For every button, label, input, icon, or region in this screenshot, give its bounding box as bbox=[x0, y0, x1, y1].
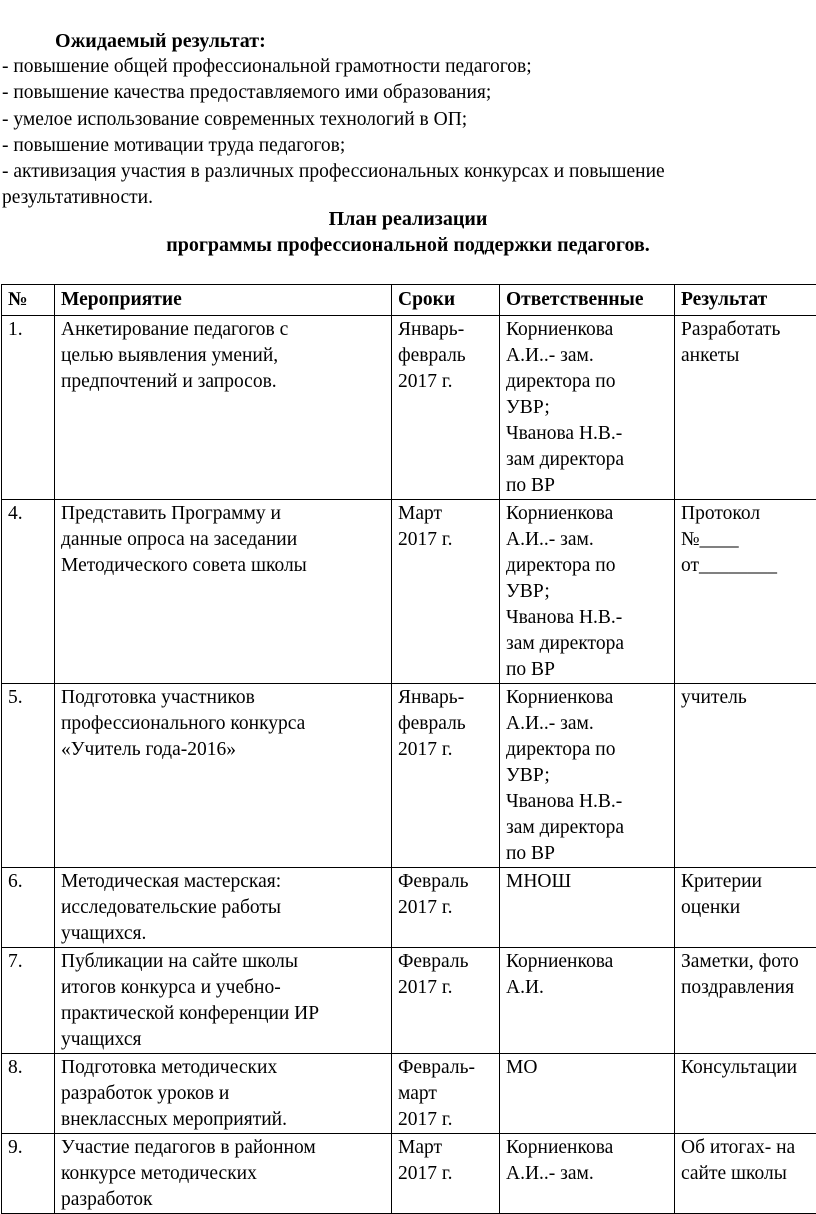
cell-line: февраль bbox=[398, 343, 495, 369]
cell-line: Методическая мастерская: bbox=[61, 869, 387, 895]
cell-number: 7. bbox=[2, 948, 55, 1054]
cell-line: разработок уроков и bbox=[61, 1081, 387, 1107]
expected-result-list bbox=[2, 54, 802, 212]
cell-line: разработок bbox=[61, 1187, 387, 1213]
cell-line: учащихся. bbox=[61, 921, 387, 947]
cell-line: Чванова Н.В.- bbox=[506, 789, 670, 815]
cell-line: по ВР bbox=[506, 473, 670, 499]
cell-line: 2017 г. bbox=[398, 975, 495, 1001]
cell-responsible bbox=[500, 684, 675, 868]
cell-line: А.И. bbox=[506, 975, 670, 1001]
cell-line: Протокол bbox=[681, 501, 816, 527]
cell-dates bbox=[392, 684, 500, 868]
cell-line: внеклассных мероприятий. bbox=[61, 1107, 387, 1133]
cell-number: 5. bbox=[2, 684, 55, 868]
cell-line: Консультации bbox=[681, 1055, 816, 1081]
cell-number: 9. bbox=[2, 1134, 55, 1214]
cell-result bbox=[675, 948, 816, 1054]
cell-line: УВР; bbox=[506, 395, 670, 421]
cell-line: 2017 г. bbox=[398, 1161, 495, 1187]
cell-line: Об итогах- на bbox=[681, 1135, 816, 1161]
cell-result bbox=[675, 868, 816, 948]
cell-line: А.И..- зам. bbox=[506, 1161, 670, 1187]
plan-title bbox=[0, 206, 816, 258]
cell-line: 2017 г. bbox=[398, 737, 495, 763]
column-header-result: Результат bbox=[675, 285, 816, 316]
cell-line: Чванова Н.В.- bbox=[506, 605, 670, 631]
cell-line: №____ bbox=[681, 527, 816, 553]
cell-line: от________ bbox=[681, 553, 816, 579]
cell-event bbox=[55, 868, 392, 948]
table-row bbox=[2, 500, 816, 684]
cell-number: 6. bbox=[2, 868, 55, 948]
cell-line: Чванова Н.В.- bbox=[506, 421, 670, 447]
cell-responsible bbox=[500, 868, 675, 948]
cell-dates bbox=[392, 868, 500, 948]
cell-line: Заметки, фото bbox=[681, 949, 816, 975]
cell-dates bbox=[392, 948, 500, 1054]
cell-line: директора по bbox=[506, 553, 670, 579]
cell-event bbox=[55, 684, 392, 868]
cell-line: Анкетирование педагогов с bbox=[61, 317, 387, 343]
cell-line: данные опроса на заседании bbox=[61, 527, 387, 553]
cell-line: сайте школы bbox=[681, 1161, 816, 1187]
cell-responsible bbox=[500, 948, 675, 1054]
cell-line: целью выявления умений, bbox=[61, 343, 387, 369]
expected-result-heading: Ожидаемый результат: bbox=[55, 28, 266, 54]
cell-line: зам директора bbox=[506, 447, 670, 473]
cell-line: по ВР bbox=[506, 657, 670, 683]
cell-line: Корниенкова bbox=[506, 685, 670, 711]
column-header-dates: Сроки bbox=[392, 285, 500, 316]
cell-event bbox=[55, 1054, 392, 1134]
cell-line: 2017 г. bbox=[398, 527, 495, 553]
table-header-row bbox=[2, 285, 816, 316]
column-header-responsible: Ответственные bbox=[500, 285, 675, 316]
cell-line: Участие педагогов в районном bbox=[61, 1135, 387, 1161]
plan-title-line: План реализации bbox=[0, 206, 816, 232]
cell-line: Январь- bbox=[398, 317, 495, 343]
cell-line: директора по bbox=[506, 369, 670, 395]
cell-event bbox=[55, 1134, 392, 1214]
cell-line: Представить Программу и bbox=[61, 501, 387, 527]
table-row bbox=[2, 868, 816, 948]
cell-dates bbox=[392, 1054, 500, 1134]
cell-line: поздравления bbox=[681, 975, 816, 1001]
cell-line: Разработать bbox=[681, 317, 816, 343]
cell-number: 1. bbox=[2, 316, 55, 500]
cell-line: Методического совета школы bbox=[61, 553, 387, 579]
cell-line: МНОШ bbox=[506, 869, 670, 895]
cell-result bbox=[675, 1134, 816, 1214]
cell-line: Критерии bbox=[681, 869, 816, 895]
cell-line: учащихся bbox=[61, 1027, 387, 1053]
cell-line: март bbox=[398, 1081, 495, 1107]
cell-line: анкеты bbox=[681, 343, 816, 369]
expected-result-item: результативности. bbox=[2, 185, 802, 211]
cell-line: А.И..- зам. bbox=[506, 711, 670, 737]
cell-number: 8. bbox=[2, 1054, 55, 1134]
cell-line: февраль bbox=[398, 711, 495, 737]
table-body bbox=[2, 316, 816, 1214]
plan-title-line: программы профессиональной поддержки педагогов. bbox=[0, 232, 816, 258]
cell-line: Март bbox=[398, 501, 495, 527]
cell-line: УВР; bbox=[506, 579, 670, 605]
cell-responsible bbox=[500, 500, 675, 684]
cell-line: Февраль- bbox=[398, 1055, 495, 1081]
expected-result-item: - повышение мотивации труда педагогов; bbox=[2, 133, 802, 159]
expected-result-item: - повышение качества предоставляемого ими образования; bbox=[2, 80, 802, 106]
cell-line: А.И..- зам. bbox=[506, 343, 670, 369]
cell-line: Февраль bbox=[398, 949, 495, 975]
cell-dates bbox=[392, 500, 500, 684]
cell-responsible bbox=[500, 316, 675, 500]
cell-line: МО bbox=[506, 1055, 670, 1081]
cell-line: Корниенкова bbox=[506, 501, 670, 527]
cell-line: зам директора bbox=[506, 815, 670, 841]
cell-result bbox=[675, 684, 816, 868]
expected-result-item: - активизация участия в различных профессиональных конкурсах и повышение bbox=[2, 159, 802, 185]
cell-dates bbox=[392, 1134, 500, 1214]
cell-responsible bbox=[500, 1054, 675, 1134]
cell-line: итогов конкурса и учебно- bbox=[61, 975, 387, 1001]
table-row bbox=[2, 1054, 816, 1134]
cell-line: 2017 г. bbox=[398, 369, 495, 395]
cell-result bbox=[675, 1054, 816, 1134]
cell-line: учитель bbox=[681, 685, 816, 711]
cell-line: Публикации на сайте школы bbox=[61, 949, 387, 975]
cell-line: Подготовка методических bbox=[61, 1055, 387, 1081]
cell-line: Январь- bbox=[398, 685, 495, 711]
cell-event bbox=[55, 500, 392, 684]
cell-event bbox=[55, 948, 392, 1054]
plan-table bbox=[1, 284, 816, 1214]
cell-dates bbox=[392, 316, 500, 500]
cell-line: директора по bbox=[506, 737, 670, 763]
cell-line: Подготовка участников bbox=[61, 685, 387, 711]
cell-line: исследовательские работы bbox=[61, 895, 387, 921]
cell-result bbox=[675, 500, 816, 684]
cell-number: 4. bbox=[2, 500, 55, 684]
cell-line: зам директора bbox=[506, 631, 670, 657]
table-row bbox=[2, 948, 816, 1054]
column-header-number: № bbox=[2, 285, 55, 316]
cell-line: конкурсе методических bbox=[61, 1161, 387, 1187]
expected-result-item: - повышение общей профессиональной грамотности педагогов; bbox=[2, 54, 802, 80]
table-row bbox=[2, 1134, 816, 1214]
cell-line: Февраль bbox=[398, 869, 495, 895]
table-row bbox=[2, 316, 816, 500]
cell-result bbox=[675, 316, 816, 500]
cell-line: по ВР bbox=[506, 841, 670, 867]
cell-line: предпочтений и запросов. bbox=[61, 369, 387, 395]
column-header-event: Мероприятие bbox=[55, 285, 392, 316]
cell-line: 2017 г. bbox=[398, 895, 495, 921]
cell-line: УВР; bbox=[506, 763, 670, 789]
cell-line: «Учитель года-2016» bbox=[61, 737, 387, 763]
cell-line: Корниенкова bbox=[506, 1135, 670, 1161]
cell-line: профессионального конкурса bbox=[61, 711, 387, 737]
cell-line: оценки bbox=[681, 895, 816, 921]
cell-line: 2017 г. bbox=[398, 1107, 495, 1133]
cell-line: практической конференции ИР bbox=[61, 1001, 387, 1027]
cell-event bbox=[55, 316, 392, 500]
expected-result-item: - умелое использование современных технологий в ОП; bbox=[2, 107, 802, 133]
table-row bbox=[2, 684, 816, 868]
cell-line: Корниенкова bbox=[506, 949, 670, 975]
cell-responsible bbox=[500, 1134, 675, 1214]
cell-line: А.И..- зам. bbox=[506, 527, 670, 553]
cell-line: Март bbox=[398, 1135, 495, 1161]
cell-line: Корниенкова bbox=[506, 317, 670, 343]
